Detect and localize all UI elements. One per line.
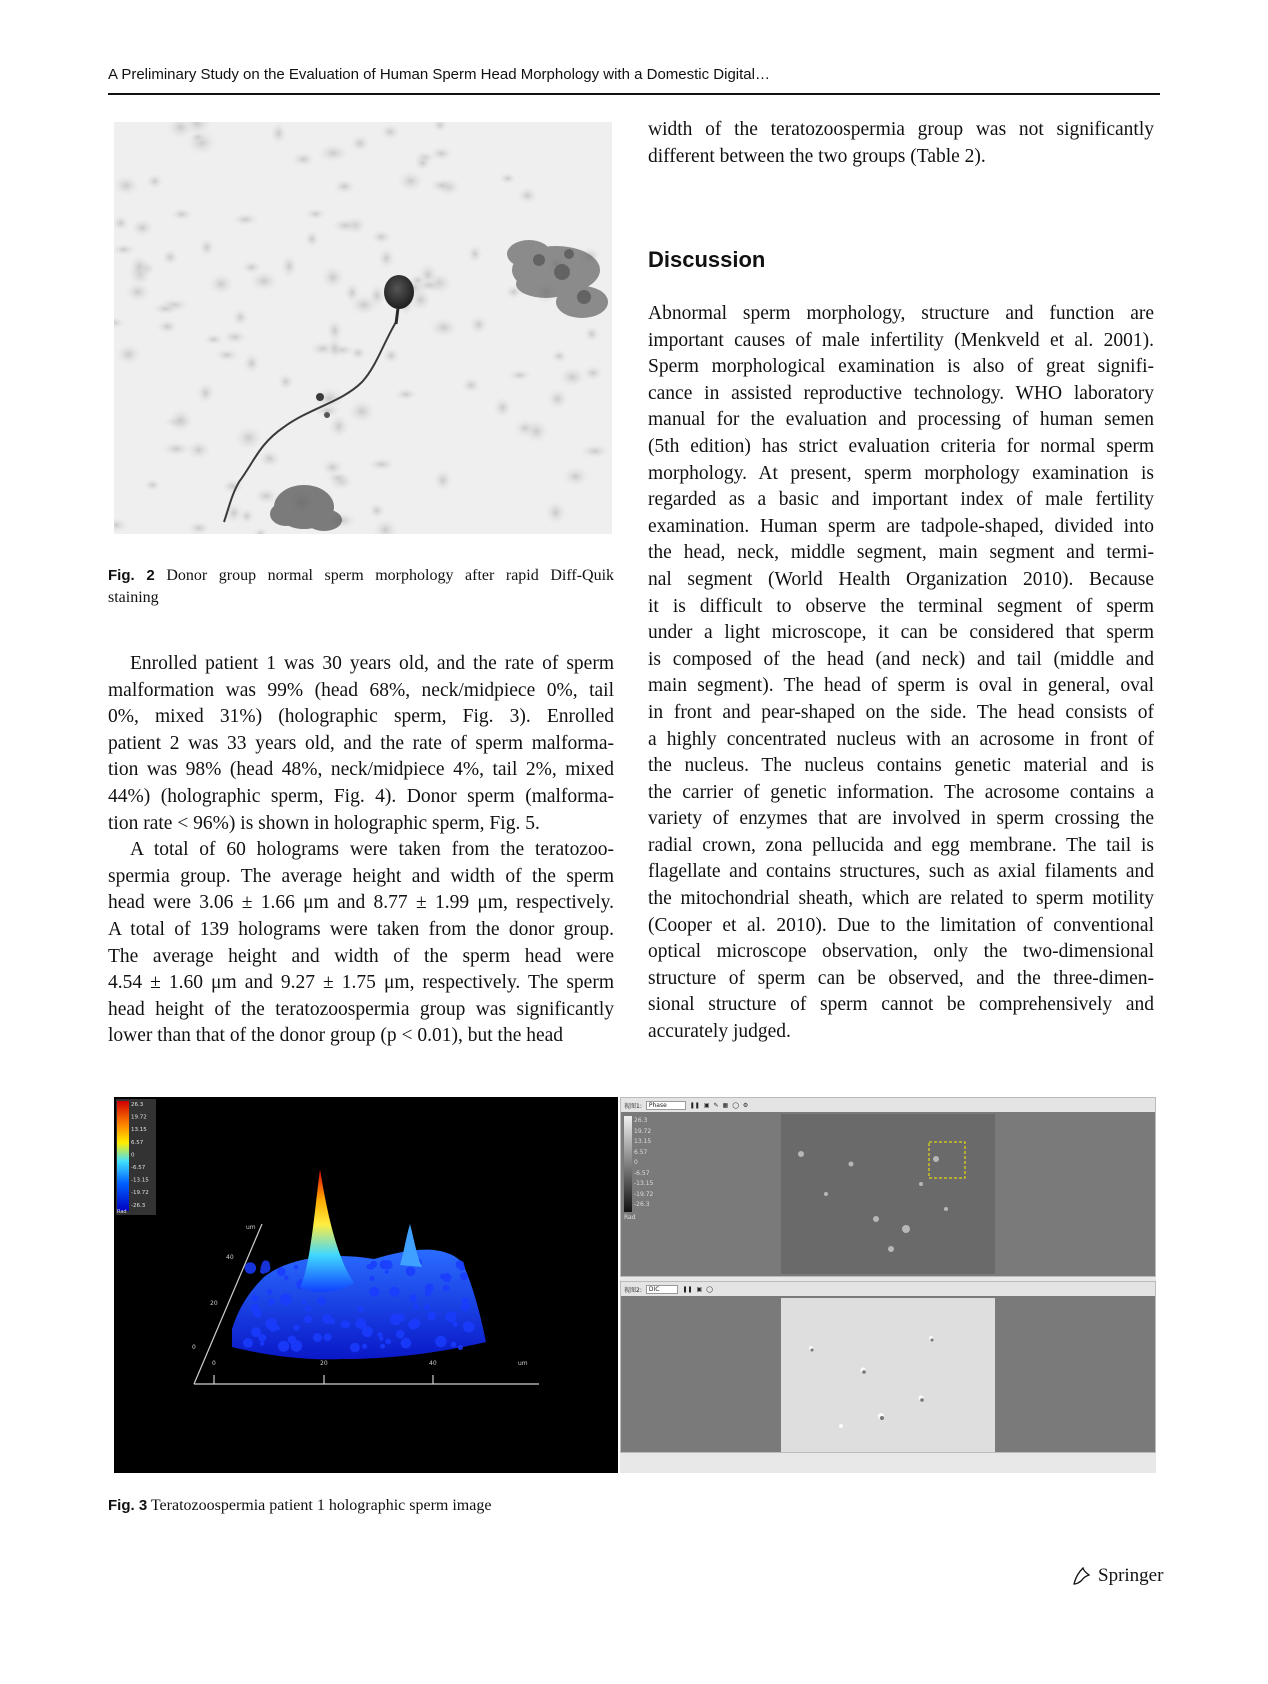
text-line: nal segment (World Health Organization 2010). Because [648,568,1154,590]
text-line: 44%) (holographic sperm, Fig. 4). Donor sperm (malforma- [108,785,614,807]
background-cell [221,479,245,494]
colorbar-tick: 19.72 [131,1114,147,1121]
phase-toolbar [621,1098,1155,1112]
background-cell [333,178,357,194]
background-cell [281,254,298,279]
background-cell [551,349,568,363]
surface-texture [424,1304,430,1310]
surface-texture [383,1260,392,1269]
text-line: A total of 139 holograms were taken from the donor group. [108,918,614,940]
background-cell [382,347,400,364]
circle-icon[interactable]: ◯ [732,1101,739,1109]
x-tick: 0 [212,1360,216,1367]
background-cell [517,187,539,205]
surface-texture [413,1304,419,1310]
background-cell [115,343,142,365]
header-rule [108,93,1160,95]
text-line: patient 2 was 33 years old, and the rate of sperm malforma- [108,732,614,754]
phase-colorbar-tick: 13.15 [634,1138,652,1145]
background-cell [199,237,215,257]
colorbar-tick: 6.57 [131,1139,144,1146]
phase-colorbar-tick: 6.57 [634,1148,648,1156]
background-cell [371,229,393,244]
background-cell [327,337,343,360]
background-cell [415,279,444,292]
background-cell [429,178,456,192]
surface-texture [245,1262,257,1274]
surface-texture [408,1320,418,1330]
background-cell [232,308,249,327]
sperm-micrograph-image [114,122,612,534]
surface-texture [267,1289,273,1295]
springer-horse-icon [1070,1565,1092,1587]
phase-colorbar-tick: 26.3 [634,1117,648,1124]
x-tick: 40 [429,1360,437,1367]
background-cell [270,122,287,144]
surface-texture [304,1315,312,1323]
discussion-body [648,301,1154,1046]
background-cell [469,314,489,335]
phase-colorbar-tick: 0 [634,1159,638,1166]
background-cell [507,369,532,382]
text-line: 4.54 ± 1.60 μm and 9.27 ± 1.75 μm, respectively. The sperm [108,972,614,994]
text-line: tion was 98% (head 48%, neck/midpiece 4%, tail 2%, mixed [108,759,614,781]
surface-texture [243,1338,253,1348]
background-cell [348,399,377,424]
background-cell [397,170,424,192]
background-cell [558,366,587,388]
figure3-label: Fig. 3 [108,1497,148,1514]
surface-texture [385,1270,389,1274]
pause-icon[interactable]: ❚❚ [682,1285,693,1293]
background-cell [562,466,590,487]
text-line: accurately judged. [648,1021,791,1043]
surface-texture [344,1322,350,1328]
settings-icon[interactable]: ⚙ [742,1101,749,1109]
surface-texture [362,1344,367,1349]
background-cell [129,254,151,280]
figure2-label: Fig. 2 [108,567,155,584]
colorbar-tick: 26.3 [131,1102,144,1108]
text-line: different between the two groups (Table 2). [648,145,986,167]
holographic-3d-surface [114,1097,618,1473]
surface-texture [446,1311,457,1322]
surface-texture [260,1341,264,1345]
surface-texture [425,1284,434,1293]
surface-texture [323,1314,333,1324]
text-line: head height of the teratozoospermia group was significantly [108,998,614,1020]
x-tick: 20 [320,1360,328,1367]
text-line: head were 3.06 ± 1.66 μm and 8.77 ± 1.99 μm, respectively. [108,892,614,914]
surface-texture [456,1260,465,1269]
background-cell [144,479,161,492]
surface-texture [305,1305,311,1311]
publisher-logo [1070,1565,1163,1587]
colorbar-tick: 13.15 [131,1127,147,1134]
phase-mode-select[interactable]: Phase [646,1101,686,1110]
surface-texture [427,1311,436,1320]
background-cell [380,123,401,140]
background-cell [584,325,601,342]
right-column [648,117,1154,170]
background-cell [146,173,164,190]
text-line: (5th edition) has strict evaluation criteria for normal sperm [648,435,1154,457]
surface-texture [357,1306,363,1312]
surface-texture [453,1322,458,1327]
phase-colorbar-tick: -6.57 [634,1169,650,1177]
y-tick: 40 [226,1254,234,1261]
text-line: a highly concentrated nucleus with an acrosome in front of [648,728,1154,750]
text-line: manual for the evaluation and processing of human semen [648,409,1154,431]
section-heading-discussion: Discussion [648,247,766,272]
colorbar-tick: -6.57 [131,1165,146,1171]
background-cell [277,373,294,391]
surface-texture [280,1294,292,1306]
text-line: radial crown, zona pellucida and egg membrane. The tail is [648,834,1154,856]
surface-texture [380,1344,385,1349]
text-line: Enrolled patient 1 was 30 years old, and the rate of sperm [130,653,614,674]
background-cell [328,414,349,439]
dic-mode-select[interactable]: DIC [646,1285,679,1294]
background-cell [433,469,453,493]
surface-texture [442,1273,451,1282]
background-cell [234,425,264,451]
surface-texture [461,1302,470,1311]
surface-texture [288,1335,297,1344]
surface-texture [385,1339,391,1345]
background-cell [151,302,179,315]
surface-texture [458,1345,463,1350]
background-cell [582,365,603,382]
background-cell [243,352,261,374]
view2-label: 视图2: [624,1286,642,1294]
background-cell [305,208,327,220]
text-line: lower than that of the donor group (p < 0.01), but the head [108,1025,564,1047]
dic-toolbar [621,1282,1155,1296]
text-line: the nucleus. The nucleus contains genetic material and is [648,755,1154,777]
surface-texture [469,1324,475,1330]
paragraph-continuation [648,117,1154,170]
surface-texture [317,1297,326,1306]
background-cell [467,244,483,263]
background-cell [368,502,385,519]
surface-texture [294,1325,300,1331]
surface-texture [350,1343,360,1353]
background-cell [291,152,315,167]
background-cell [428,317,459,338]
y-tick: 20 [210,1300,218,1307]
text-line: The average height and width of the sperm head were [108,945,614,967]
background-cell [214,348,240,362]
background-cell [186,440,211,460]
text-line: important causes of male infertility (Menkveld et al. 2001). [648,329,1154,351]
phase-colorbar-tick: -13.15 [634,1180,654,1187]
dic-panel [620,1281,1156,1453]
surface-texture [409,1295,417,1303]
background-cell [168,408,193,434]
figure3-3d-plot [114,1097,618,1473]
surface-texture [302,1300,306,1304]
surface-texture [268,1299,275,1306]
surface-texture [277,1267,286,1276]
text-line: sional structure of sperm cannot be comprehensively and [648,994,1154,1016]
phase-panel [620,1097,1156,1277]
background-cell [414,155,431,171]
text-line: the carrier of genetic information. The acrosome contains a [648,781,1154,803]
background-cell [317,143,349,163]
text-line: regarded as a basic and important index of male fertility [648,489,1154,511]
surface-texture [451,1342,457,1348]
background-cell [321,265,346,290]
colorbar-unit: Rad [117,1209,127,1215]
y-tick: 0 [192,1344,196,1351]
background-cell [350,134,370,153]
background-cell [461,377,481,394]
background-cell [545,500,567,525]
background-cell [304,230,320,248]
save-icon[interactable]: ▣ [696,1285,703,1293]
text-line: A total of 60 holograms were taken from the teratozoo- [130,839,614,861]
background-cell [493,396,512,418]
surface-texture [369,1276,374,1281]
paragraph-holograms [108,837,614,1050]
background-cell [170,208,193,221]
background-cell [130,218,154,237]
text-line: is composed of the head (and neck) and tail (middle and [648,648,1154,670]
background-cell [232,213,260,227]
paragraph-patients [108,651,614,837]
colorbar-tick: 0 [131,1152,135,1159]
text-line: cance in assisted reproductive technology. WHO laboratory [648,382,1154,404]
background-cell [498,172,517,184]
left-column [108,651,614,1050]
paragraph-discussion [648,301,1154,1046]
publisher-name: Springer [1098,1565,1164,1586]
text-line: morphology. At present, sperm morphology examination is [648,462,1154,484]
text-line: examination. Human sperm are tadpole-shaped, divided into [648,515,1154,537]
text-line: in front and pear-shaped on the side. The head consists of [648,701,1154,723]
background-cell [222,330,247,345]
background-cell [327,471,350,484]
text-line: tion rate < 96%) is shown in holographic sperm, Fig. 5. [108,812,540,834]
view1-label: 视图1: [624,1102,642,1110]
surface-texture [368,1264,374,1270]
colorbar-tick: -26.3 [131,1202,146,1209]
circle-icon[interactable]: ◯ [706,1285,713,1293]
background-cell [161,248,179,266]
y-axis-unit: um [246,1224,256,1231]
surface-texture [406,1266,416,1276]
phase-colorbar-tick: -26.3 [634,1201,650,1208]
background-cell [349,294,379,316]
figure3-caption-text: Teratozoospermia patient 1 holographic sperm image [150,1497,492,1514]
text-line: the mitochondrial sheath, which are related to sperm motility [648,888,1154,910]
text-line: under a light microscope, it can be considered that sperm [648,622,1154,644]
surface-texture [435,1336,446,1347]
surface-texture [377,1332,382,1337]
surface-texture [443,1285,450,1292]
pen-icon[interactable]: ✎ [713,1101,719,1109]
background-cell [377,247,395,270]
background-cell [394,388,418,401]
background-cell [156,319,179,334]
colorbar-tick: -19.72 [131,1190,149,1197]
figure2-caption-line2: staining [108,589,159,606]
background-cell [547,388,569,410]
surface-texture [265,1318,277,1330]
phase-colorbar-tick: -19.72 [634,1190,654,1198]
surface-texture [460,1272,468,1280]
background-cell [258,449,281,468]
phase-image [781,1114,995,1274]
text-line: malformation was 99% (head 68%, neck/midpiece 0%, tail [108,679,614,701]
running-header: A Preliminary Study on the Evaluation of Human Sperm Head Morphology with a Domestic Digital… [108,66,770,83]
surface-texture [325,1337,330,1342]
x-axis-unit: um [518,1360,528,1367]
background-cell [203,333,224,345]
text-line: Abnormal sperm morphology, structure and function are [648,303,1154,324]
phase-colorbar [624,1116,658,1221]
background-cell [331,218,360,234]
surface-texture [251,1304,260,1313]
background-cell [524,419,549,444]
surface-texture [356,1318,367,1329]
surface-texture [278,1341,289,1352]
background-cell [249,270,279,292]
text-line: flagellate and contains structures, such as axial filaments and [648,861,1154,883]
background-cell [196,382,216,404]
text-line: 0%, mixed 31%) (holographic sperm, Fig. 3). Enrolled [108,706,614,728]
background-cell [208,273,235,295]
surface-texture [252,1295,259,1302]
surface-texture [251,1327,261,1337]
text-line: main segment). The head of sperm is oval in general, oval [648,675,1154,697]
figure2-micrograph [114,122,612,534]
colorbar-tick: -13.15 [131,1177,149,1184]
surface-texture [396,1330,405,1339]
select-icon[interactable]: ▦ [722,1101,729,1109]
surface-texture [294,1265,298,1269]
figure2-caption-line1: Donor group normal sperm morphology after rapid Diff-Quik [166,567,615,584]
text-line: spermia group. The average height and width of the sperm [108,865,614,887]
text-line: it is difficult to observe the terminal segment of sperm [648,595,1154,617]
text-line: Sperm morphological examination is also of great signifi- [648,356,1154,378]
text-line: optical microscope observation, only the two-dimensional [648,941,1154,963]
phase-colorbar-unit: Rad [624,1214,636,1221]
phase-colorbar-tick: 19.72 [634,1127,652,1135]
colorbar [117,1101,129,1211]
surface-texture [284,1275,289,1280]
text-line: the head, neck, middle segment, main segment and termi- [648,542,1154,564]
surface-texture [369,1287,379,1297]
save-icon[interactable]: ▣ [703,1101,710,1109]
sperm-head-peak [300,1169,354,1292]
figure3-caption [108,1495,491,1517]
text-line: width of the teratozoospermia group was not significantly [648,119,1154,140]
surface-texture [390,1314,401,1325]
text-line: (Cooper et al. 2010). Due to the limitation of conventional [648,914,1154,936]
text-line: structure of sperm can be observed, and the three-dimen- [648,967,1154,989]
surface-texture [389,1287,399,1297]
surface-texture [401,1338,412,1349]
pause-icon[interactable]: ❚❚ [689,1101,700,1109]
background-cell [580,444,611,459]
figure2-caption [108,565,614,609]
background-cell [367,457,396,471]
figure3-software-view [620,1097,1156,1473]
dic-image [781,1298,995,1452]
surface-texture [262,1266,268,1272]
text-line: variety of enzymes that are involved in sperm crossing the [648,808,1154,830]
surface-texture [313,1333,322,1342]
